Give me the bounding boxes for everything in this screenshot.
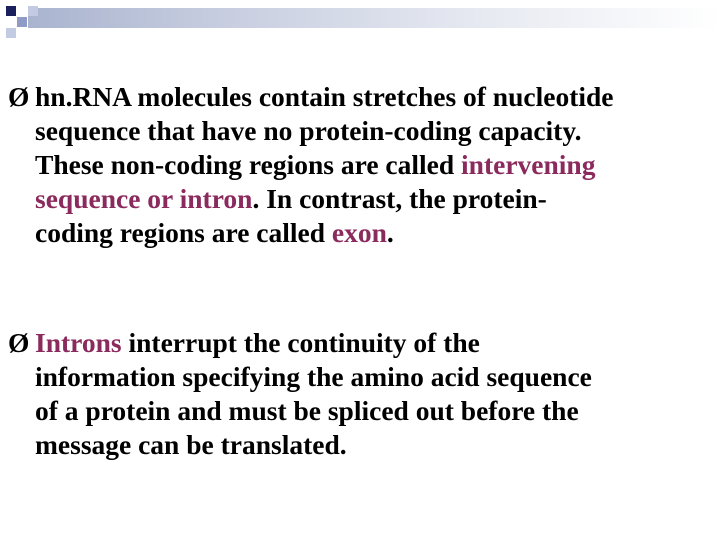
text-line (35, 114, 698, 148)
highlight-term: hn.RNA (35, 81, 131, 112)
text-line (35, 394, 698, 428)
arrow-bullet-icon: Ø (8, 81, 30, 112)
text-segment: . In contrast, the protein- (252, 183, 547, 214)
highlight-term: Introns (35, 327, 122, 358)
bullet-text (35, 326, 698, 462)
text-line (35, 148, 698, 182)
bullet-text (35, 80, 698, 250)
text-segment: of a protein and must be spliced out before the (35, 395, 579, 426)
text-segment: These non-coding regions are called (35, 149, 462, 180)
highlight-term: exon (331, 217, 387, 248)
text-line (35, 182, 698, 216)
text-segment: coding regions are called (35, 217, 332, 248)
text-segment: message can be translated. (35, 429, 347, 460)
text-segment: information specifying the amino acid sequence (35, 361, 592, 392)
text-segment: molecules contain stretches of nucleotide (130, 81, 614, 112)
text-line (35, 80, 698, 114)
text-line (35, 216, 698, 250)
highlight-term: sequence or intron (35, 183, 253, 214)
highlight-term: intervening (461, 149, 596, 180)
text-segment: sequence that have no protein-coding capacity. (35, 115, 582, 146)
text-segment: interrupt the continuity of the (121, 327, 480, 358)
text-line (35, 326, 698, 360)
text-line (35, 360, 698, 394)
text-line (35, 428, 698, 462)
text-segment: . (386, 217, 394, 248)
arrow-bullet-icon: Ø (8, 327, 30, 358)
